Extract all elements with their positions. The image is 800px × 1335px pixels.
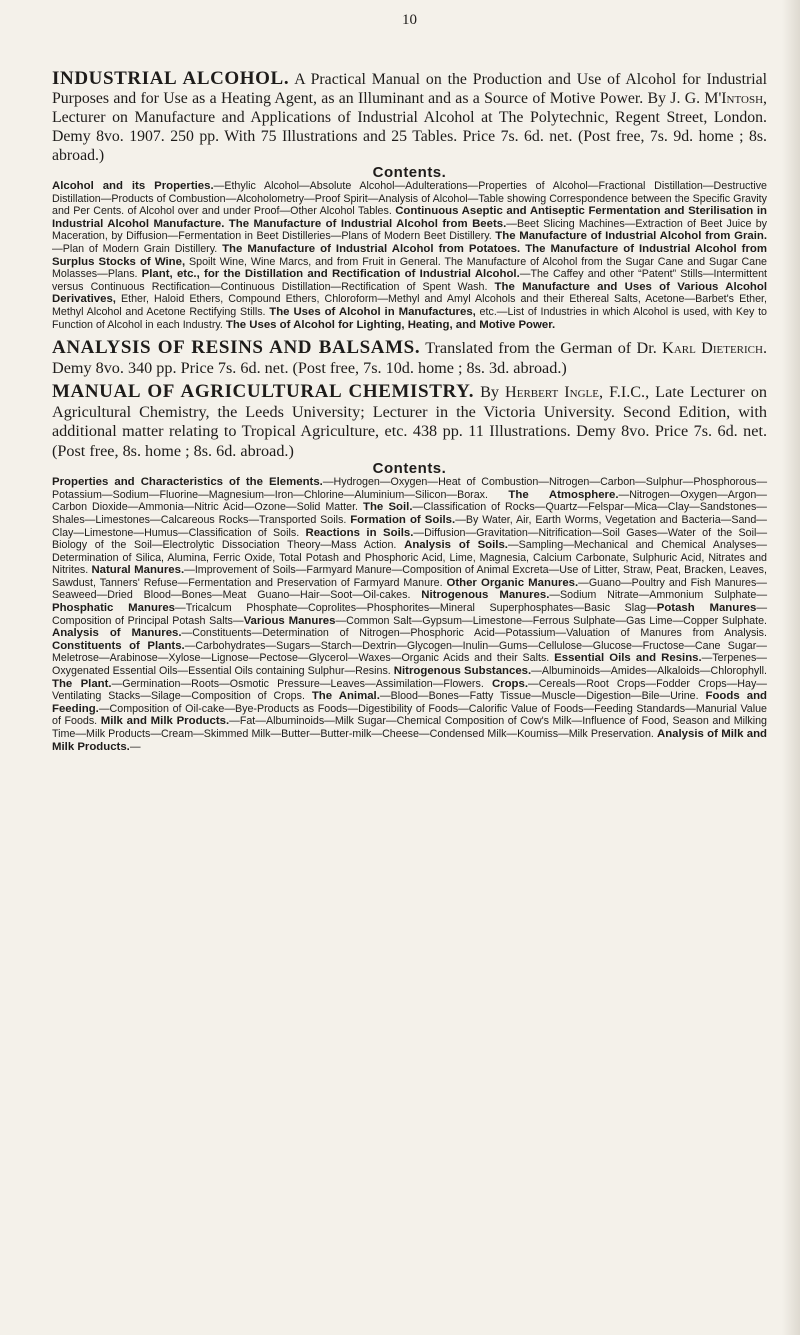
page-number: 10 — [402, 12, 417, 28]
contents-text: — — [129, 740, 141, 753]
entry-description: By — [474, 383, 506, 402]
contents-text: —Composition of Oil-cake—Bye-Products as Foods—Digestibility of Foods—Calorific Value of Foods—Feeding Standards—Manurial Value of Foods. — [52, 702, 767, 728]
contents-text: —Tricalcum Phosphate—Coprolites—Phosphorites—Mineral Superphosphates—Basic Slag— — [175, 602, 657, 615]
contents-heading-item: The Manufacture of Industrial Alcohol from Grain. — [495, 230, 768, 243]
contents-text: —Terpenes—Oxygenated Essential Oils—Essential Oils containing Sulphur—Resins. — [52, 652, 767, 678]
entry-agricultural-chemistry — [52, 382, 767, 753]
contents-heading-item: Nitrogenous Substances. — [393, 665, 532, 678]
contents-heading-item: Analysis of Milk and Milk Products. — [52, 728, 767, 753]
contents-heading-item: Properties and Characteristics of the Elements. — [52, 476, 323, 489]
entry-resins-balsams — [52, 338, 767, 378]
contents-heading-item: The Manufacture of Industrial Alcohol from Potatoes. The Manufacture of Industrial Alcohol from Surplus Stocks of Wine, — [52, 242, 767, 268]
contents-text: —The Caffey and other “Patent” Stills—Intermittent versus Continuous Rectification—Continuous Distillation—Rectification of Spent Wash. — [52, 268, 767, 293]
contents-heading-item: Potash Manures — [656, 602, 757, 615]
contents-heading-item: Formation of Soils. — [350, 513, 456, 526]
contents-heading-item: The Animal. — [311, 690, 380, 703]
contents-text: —Fat—Albuminoids—Milk Sugar—Chemical Composition of Cow's Milk—Influence of Food, Season and Milking Time—Milk Products—Cream—Skimmed Milk—Butter—Butter-milk—Cheese—Condensed Milk—Koumiss—Milk Preservation. — [52, 715, 767, 740]
contents-text: —Constituents—Determination of Nitrogen—Phosphoric Acid—Potassium—Valuation of Manures from Analysis. — [181, 627, 767, 640]
entry-author: Herbert Ingle — [505, 383, 599, 402]
contents-text: —Sampling—Mechanical and Chemical Analyses—Determination of Silica, Alumina, Ferric Oxide, Total Potash and Phosphoric Acid, Lime, Magnesia, Calcium Carbonate, Sulphuric Acid, Nitrates and Nitrites. — [52, 539, 767, 577]
contents-list — [52, 476, 767, 753]
entry-description: Translated from the German of Dr. — [420, 339, 663, 358]
page-edge-shadow — [782, 0, 800, 1335]
contents-heading-item: Essential Oils and Resins. — [554, 652, 702, 665]
contents-heading-item: Nitrogenous Manures. — [421, 589, 550, 602]
contents-heading-item: The Uses of Alcohol in Manufactures, — [269, 305, 476, 318]
contents-heading-item: Constituents of Plants. — [52, 639, 185, 652]
entry-title: MANUAL OF AGRICULTURAL CHEMISTRY. — [52, 381, 475, 403]
contents-heading-item: The Plant. — [52, 677, 112, 690]
entry-description: A Practical Manual on the Production and Use of Alcohol for Industrial Purposes and for Use as a Heating Agent, as an Illuminant and as a Source of Motive Power. By — [52, 71, 768, 107]
entry-heading — [52, 69, 767, 165]
contents-heading-item: Phosphatic Manures — [52, 602, 176, 615]
contents-heading-item: The Manufacture and Uses of Various Alcohol Derivatives, — [52, 280, 768, 306]
contents-text: —Blood—Bones—Fatty Tissue—Muscle—Digestion—Bile—Urine. — [379, 690, 706, 703]
contents-text: Ether, Haloid Ethers, Compound Ethers, Chloroform—Methyl and Amyl Alcohols and their Ethereal Salts, Acetone—Barbet's Ether, Methyl Alcohol and Acetone Rectifying Stills. — [52, 293, 767, 318]
contents-text: —Hydrogen—Oxygen—Heat of Combustion—Nitrogen—Carbon—Sulphur—Phosphorous—Potassium—Sodium—Fluorine—Magnesium—Iron—Chlorine—Aluminium—Silicon—Borax. — [52, 476, 768, 501]
entry-author: J. G. M'Intosh — [670, 90, 764, 107]
contents-text: —Cereals—Root Crops—Fodder Crops—Hay—Ventilating Stacks—Silage—Composition of Crops. — [52, 677, 767, 703]
contents-text: —Sodium Nitrate—Ammonium Sulphate— — [549, 589, 768, 602]
entry-title: ANALYSIS OF RESINS AND BALSAMS. — [52, 337, 421, 359]
contents-heading-item: Analysis of Soils. — [404, 539, 508, 552]
contents-text: —Classification of Rocks—Quartz—Felspar—Mica—Clay—Sandstones—Shales—Limestones—Calcareous Rocks—Transported Soils. — [52, 501, 767, 526]
contents-heading-item: The Atmosphere. — [508, 488, 619, 501]
contents-text: —Beet Slicing Machines—Extraction of Beet Juice by Maceration, by Diffusion—Fermentation in Beet Distilleries—Plans of Modern Beet Distillery. — [52, 217, 767, 243]
contents-heading-item: Alcohol and its Properties. — [52, 180, 214, 192]
contents-text: —Ethylic Alcohol—Absolute Alcohol—Adulterations—Properties of Alcohol—Fractional Distillation—Destructive Distillation—Products of Combustion—Alcoholometry—Proof Spirit—Analysis of Alcohol—Table showing Correspondence between the Specific Gravity and Per Cents. of Alcohol over and under Proof—Other Alcohol Tables. — [52, 180, 767, 218]
contents-text: Spoilt Wine, Wine Marcs, and from Fruit in General. The Manufacture of Alcohol from the Sugar Cane and Sugar Cane Molasses—Plans. — [52, 255, 768, 281]
contents-text: —Germination—Roots—Osmotic Pressure—Leaves—Assimilation—Flowers. — [111, 677, 492, 690]
contents-heading: Contents. — [372, 164, 447, 181]
contents-text: —Improvement of Soils—Farmyard Manure—Composition of Animal Excreta—Use of Litter, Straw, Peat, Bracken, Leaves, Sawdust, Tanners' Refuse—Fermentation and Preservation of Farmyard Manure. — [52, 564, 767, 589]
contents-heading-item: Plant, etc., for the Distillation and Rectification of Industrial Alcohol. — [141, 268, 520, 281]
contents-heading-item: Reactions in Soils. — [305, 526, 414, 539]
entry-title: INDUSTRIAL ALCOHOL. — [52, 68, 290, 89]
entry-author: Karl Dieterich — [662, 339, 763, 358]
contents-list — [52, 180, 767, 331]
contents-heading-item: Crops. — [491, 677, 529, 690]
contents-heading: Contents. — [372, 460, 447, 478]
contents-heading-item: Various Manures — [243, 614, 336, 627]
contents-heading-item: Other Organic Manures. — [446, 576, 579, 589]
entry-industrial-alcohol — [52, 69, 767, 331]
contents-heading-item: Natural Manures. — [91, 564, 185, 577]
contents-text: etc.—List of Industries in which Alcohol is used, with Key to Function of Alcohol in each Industry. — [52, 305, 767, 331]
contents-heading-item: Analysis of Manures. — [52, 627, 182, 640]
contents-text: —Plan of Modern Grain Distillery. — [52, 242, 223, 255]
catalogue-page — [52, 12, 767, 756]
contents-text: —Common Salt—Gypsum—Limestone—Ferrous Sulphate—Gas Lime—Copper Sulphate. — [335, 614, 767, 627]
entry-heading — [52, 338, 767, 378]
contents-heading-item: Foods and Feeding. — [52, 690, 767, 715]
contents-text: —Guano—Poultry and Fish Manures—Seaweed—Dried Blood—Bones—Meat Guano—Hair—Soot—Oil-cakes. — [52, 576, 767, 602]
contents-text: —Nitrogen—Oxygen—Argon—Carbon Dioxide—Ammonia—Nitric Acid—Ozone—Solid Matter. — [52, 488, 767, 514]
entry-details: , F.I.C., Late Lecturer on Agricultural Chemistry, the Leeds University; Lecturer in the Victoria University. Second Edition, with additional matter relating to Tropical Agriculture, etc. 438 pp. 11 Illustrations. Demy 8vo. Price 7s. 6d. net. (Post free, 8s. home ; 8s. 6d. abroad.) — [52, 383, 768, 460]
entry-details: , Lecturer on Manufacture and Applications of Industrial Alcohol at The Polytechnic, Regent Street, London. Demy 8vo. 1907. 250 pp. With 75 Illustrations and 25 Tables. Price 7s. 6d. net. (Post free, 7s. 9d. home ; 8s. abroad.) — [52, 90, 767, 164]
entry-heading — [52, 382, 767, 461]
entry-details: . Demy 8vo. 340 pp. Price 7s. 6d. net. (Post free, 7s. 10d. home ; 8s. 3d. abroad.) — [52, 339, 767, 377]
contents-text: —Carbohydrates—Sugars—Starch—Dextrin—Glycogen—Inulin—Gums—Cellulose—Glucose—Fructose—Cane Sugar—Meletrose—Arabinose—Xylose—Lignose—Pectose—Glycerol—Waxes—Organic Acids and their Salts. — [52, 639, 767, 665]
contents-text: —Diffusion—Gravitation—Nitrification—Soil Gases—Water of the Soil—Biology of the Soil—Electrolytic Dissociation Theory—Mass Action. — [52, 526, 768, 552]
contents-text: —By Water, Air, Earth Worms, Vegetation and Bacteria—Sand—Clay—Limestone—Humus—Classification of Soils. — [52, 513, 767, 539]
contents-text: —Albuminoids—Amides—Alkaloids—Chlorophyll. — [531, 665, 767, 678]
contents-heading-item: Milk and Milk Products. — [100, 715, 230, 728]
contents-text: —Composition of Principal Potash Salts— — [52, 602, 768, 627]
contents-heading-item: Continuous Aseptic and Antiseptic Fermentation and Sterilisation in Industrial Alcohol Manufacture. The Manufacture of Industrial Alcohol from Beets. — [52, 205, 767, 230]
contents-heading-item: The Uses of Alcohol for Lighting, Heating, and Motive Power. — [225, 318, 556, 331]
contents-heading-item: The Soil. — [363, 501, 413, 514]
